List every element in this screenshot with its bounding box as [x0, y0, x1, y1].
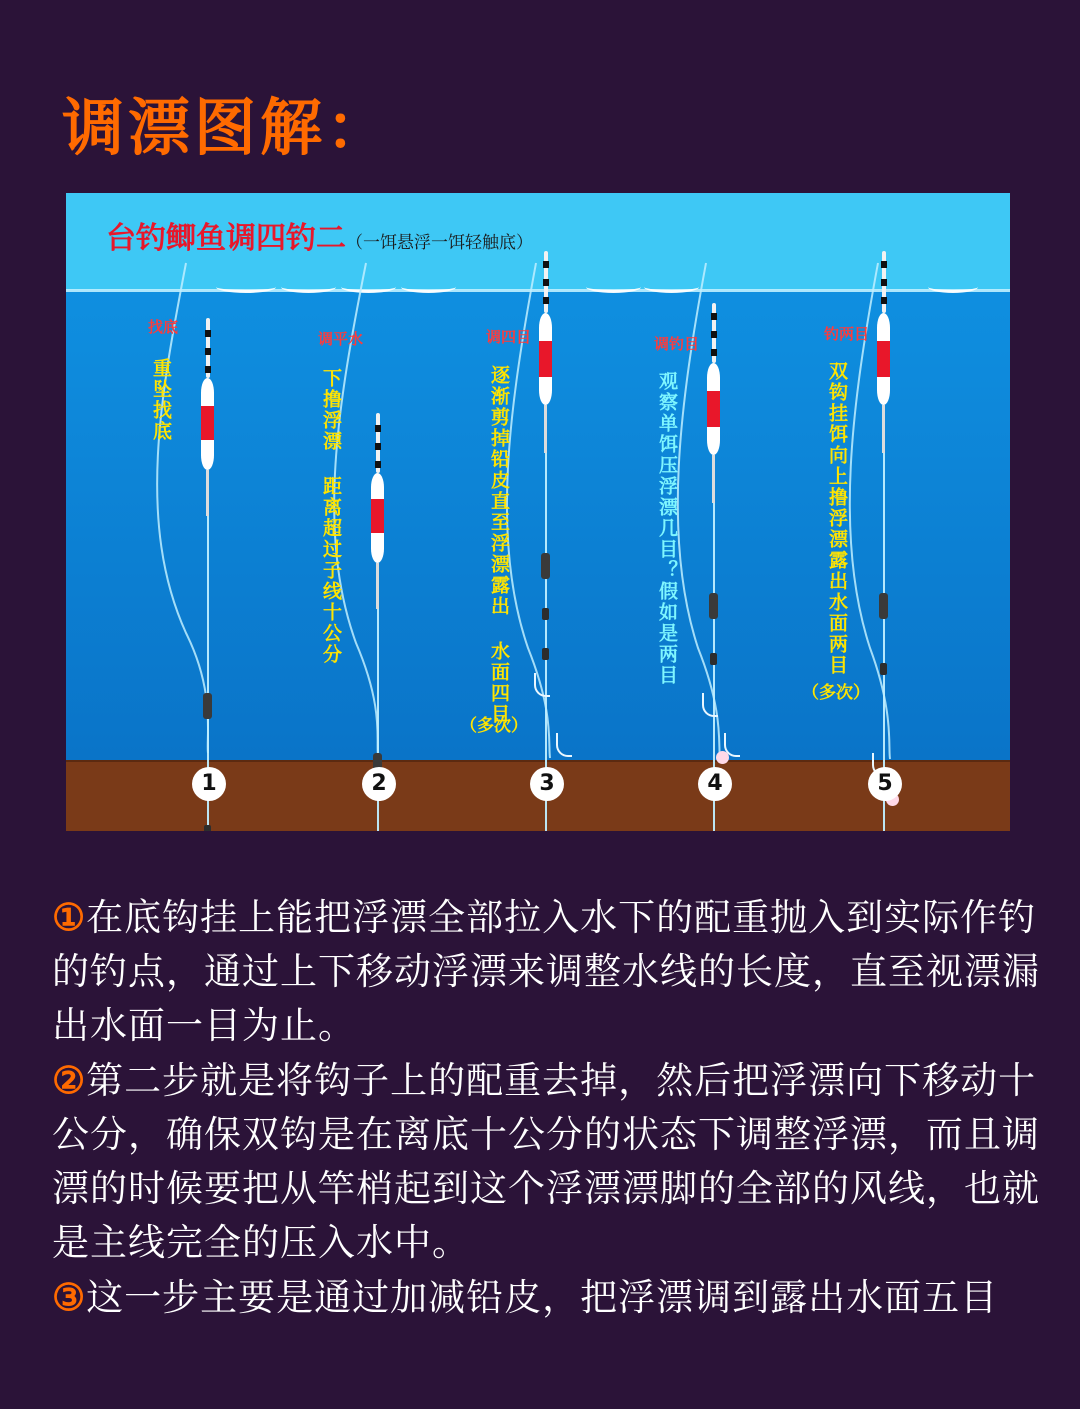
swivel-1	[204, 825, 211, 831]
float-tip-4	[712, 303, 716, 363]
swivel-4	[710, 653, 717, 665]
step-badge-4: 4	[698, 767, 732, 801]
step-label-4: 调钓目	[654, 335, 700, 353]
step-note-3: （多次）	[460, 716, 528, 736]
rig-column-1	[126, 193, 316, 831]
float-tip-1	[206, 318, 210, 378]
float-tip-3	[544, 251, 548, 313]
swivel-3b	[542, 648, 549, 660]
float-tip-2	[376, 413, 380, 473]
step-label-3: 调四目	[486, 328, 532, 346]
instruction-paragraph-1	[52, 890, 1042, 1053]
float-body-3	[539, 313, 552, 405]
step-badge-5: 5	[868, 767, 902, 801]
hook-3b	[556, 733, 572, 757]
step-note-5: （多次）	[802, 683, 870, 703]
sinker-1	[203, 693, 212, 719]
sinker-3	[541, 553, 550, 579]
instruction-paragraph-2	[52, 1053, 1042, 1270]
instruction-text-2: 第二步就是将钩子上的配重去掉，然后把浮漂向下移动十公分，确保双钩是在离底十公分的状态下调整浮漂，而且调漂的时候要把从竿梢起到这个浮漂漂脚的全部的风线，也就是主线完全的压入水中。	[52, 1059, 1040, 1264]
float-body-1	[201, 378, 214, 470]
diagram-panel	[66, 193, 1010, 831]
step-badge-3: 3	[530, 767, 564, 801]
float-body-4	[707, 363, 720, 455]
step-caption-5: 双钩挂饵向上撸浮漂露出水面两目	[826, 361, 848, 676]
rig-column-4	[632, 193, 822, 831]
rig-column-2	[296, 193, 486, 831]
diagram-title-sub: （一饵悬浮一饵轻触底）	[346, 233, 533, 253]
rig-column-3	[460, 193, 654, 831]
swivel-5	[880, 663, 887, 675]
step-caption-4: 观察单饵压浮漂几目？假如是两目	[656, 371, 678, 686]
step-badge-1: 1	[192, 767, 226, 801]
step-caption-2: 下撸浮漂 距离超过子线十公分	[320, 368, 342, 665]
sinker-5	[879, 593, 888, 619]
float-body-5	[877, 313, 890, 405]
step-label-5: 钓两目	[824, 325, 870, 343]
float-stem-2	[376, 563, 379, 609]
float-stem-5	[882, 405, 885, 453]
hook-3a	[534, 673, 550, 697]
float-stem-4	[712, 455, 715, 503]
instruction-text-3: 这一步主要是通过加减铅皮，把浮漂调到露出水面五目	[86, 1276, 999, 1319]
swivel-3a	[542, 608, 549, 620]
float-body-2	[371, 473, 384, 563]
rig-column-5	[802, 193, 992, 831]
step-label-1: 找底	[148, 318, 179, 336]
step-caption-3: 逐渐剪掉铅皮直至浮漂露出 水面四目	[488, 365, 510, 725]
hook-4a	[702, 693, 718, 717]
instruction-paragraph-3	[52, 1270, 1042, 1325]
step-badge-2: 2	[362, 767, 396, 801]
instruction-text-1: 在底钩挂上能把浮漂全部拉入水下的配重抛入到实际作钓的钓点，通过上下移动浮漂来调整水线的长度，直至视漂漏出水面一目为止。	[52, 896, 1040, 1047]
instructions-block	[52, 890, 1042, 1325]
step-label-2: 调平水	[318, 330, 364, 348]
instruction-marker-1: ①	[52, 895, 87, 939]
float-stem-3	[544, 405, 547, 453]
page-title: 调漂图解：	[62, 91, 393, 164]
float-stem-1	[206, 470, 209, 516]
instruction-marker-3: ③	[52, 1275, 87, 1319]
diagram-title-main: 台钓鲫鱼调四钓二	[106, 221, 346, 256]
sinker-4	[709, 593, 718, 619]
float-tip-5	[882, 251, 886, 313]
instruction-marker-2: ②	[52, 1058, 87, 1102]
step-caption-1: 重坠找底	[150, 358, 172, 442]
